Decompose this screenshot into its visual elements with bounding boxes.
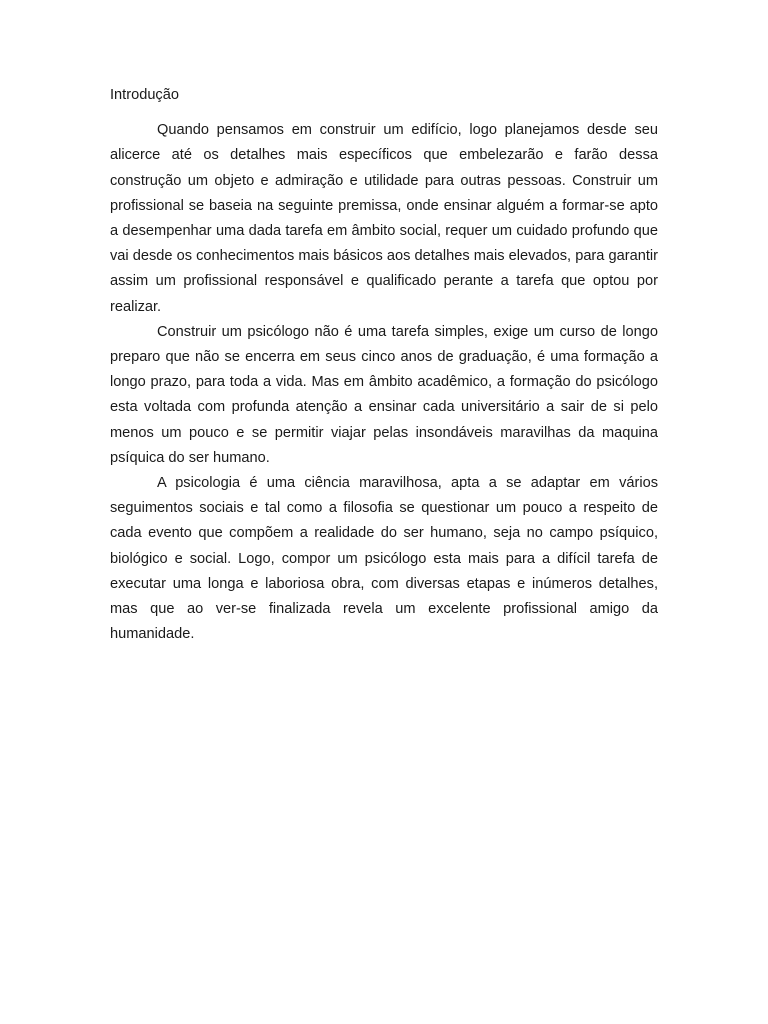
- paragraph-1: Quando pensamos em construir um edifício, logo planejamos desde seu alicerce até os detalhes mais específicos que embelezarão e farão dessa construção um objeto e admiração e utilidade para outras pessoas. Construir um profissional se baseia na seguinte premissa, onde ensinar alguém a formar-se apto a desempenhar uma dada tarefa em âmbito social, requer um cuidado profundo que vai desde os conhecimentos mais básicos aos detalhes mais elevados, para garantir assim um profissional responsável e qualificado perante a tarefa que optou por realizar.: [110, 122, 658, 315]
- paragraph-2: Construir um psicólogo não é uma tarefa simples, exige um curso de longo preparo que não se encerra em seus cinco anos de graduação, é uma formação a longo prazo, para toda a vida. Mas em âmbito acadêmico, a formação do psicólogo esta voltada com profunda atenção a ensinar cada universitário a sair de si pelo menos um pouco e se permitir viajar pelas insondáveis maravilhas da maquina psíquica do ser humano.: [110, 323, 658, 466]
- document-body: [110, 83, 658, 647]
- paragraph-3: A psicologia é uma ciência maravilhosa, apta a se adaptar em vários seguimentos sociais e tal como a filosofia se questionar um pouco a respeito de cada evento que compõem a realidade do ser humano, seja no campo psíquico, biológico e social. Logo, compor um psicólogo esta mais para a difícil tarefa de executar uma longa e laboriosa obra, com diversas etapas e inúmeros detalhes, mas que ao ver-se finalizada revela um excelente profissional amigo da humanidade.: [110, 475, 658, 643]
- section-heading: Introdução: [110, 87, 179, 103]
